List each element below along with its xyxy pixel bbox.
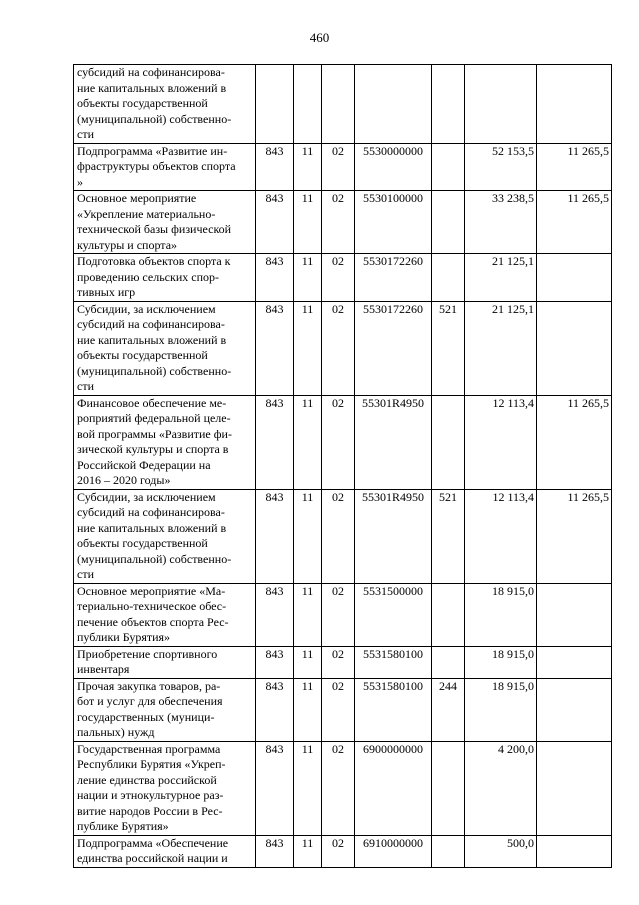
item-name-line: Субсидии, за исключением [77,489,216,504]
item-name-line: объекты государственной [77,536,208,550]
amount-cell: 12 113,4 [465,395,537,489]
table-body [74,65,612,868]
expense-type-cell [432,143,465,191]
amount-cell [537,254,612,302]
ministry-code-cell: 843 [256,254,294,302]
subsection-code-cell [322,65,355,144]
item-name-cell [74,835,256,867]
item-name-cell [74,489,256,583]
amount-cell: 11 265,5 [537,191,612,254]
item-name-cell [74,395,256,489]
section-code-cell: 11 [294,678,322,741]
target-article-cell: 55301R4950 [355,489,432,583]
target-article-cell [355,65,432,144]
item-name-line: (муниципальной) собственно- [77,111,232,126]
section-code-cell: 11 [294,646,322,678]
section-code-cell: 11 [294,835,322,867]
item-name-line: государственных (муници- [77,709,215,724]
subsection-code-cell: 02 [322,489,355,583]
amount-cell [537,301,612,395]
item-name-line: субсидий на софинансирова- [77,65,225,79]
expense-type-cell [432,835,465,867]
subsection-code-cell: 02 [322,191,355,254]
item-name-line: Республики Бурятия «Укреп- [77,757,226,771]
ministry-code-cell: 843 [256,583,294,646]
target-article-cell: 55301R4950 [355,395,432,489]
item-name-line: пальных) нужд [77,725,155,739]
item-name-line: 2016 – 2020 годы» [77,473,171,487]
amount-cell: 11 265,5 [537,143,612,191]
item-name-line: Государственная программа [77,741,221,756]
item-name-cell [74,143,256,191]
subsection-code-cell: 02 [322,143,355,191]
item-name-line: субсидий на софинансирова- [77,505,225,519]
item-name-line: инвентаря [77,662,130,676]
subsection-code-cell: 02 [322,301,355,395]
subsection-code-cell: 02 [322,741,355,835]
item-name-line: субсидий на софинансирова- [77,317,225,331]
item-name-line: бот и услуг для обеспечения [77,694,223,708]
item-name-line: териально-техническое обес- [77,599,227,613]
amount-cell [537,678,612,741]
item-name-line: Российской Федерации на [77,457,211,472]
item-name-line: (муниципальной) собственно- [77,551,232,566]
target-article-cell: 5531580100 [355,678,432,741]
page-number: 460 [309,30,330,45]
subsection-code-cell: 02 [322,254,355,302]
item-name-line: (муниципальной) собственно- [77,363,232,378]
table-row [74,191,612,254]
item-name-line: «Укрепление материально- [77,206,216,221]
item-name-line: объекты государственной [77,348,208,362]
section-code-cell [294,65,322,144]
item-name-cell [74,678,256,741]
table-row [74,646,612,678]
section-code-cell: 11 [294,741,322,835]
item-name-line: ние капитальных вложений в [77,332,227,347]
amount-cell: 18 915,0 [465,678,537,741]
amount-cell: 21 125,1 [465,254,537,302]
expense-type-cell [432,646,465,678]
target-article-cell: 5531580100 [355,646,432,678]
item-name-line: Подпрограмма «Развитие ин- [77,143,228,158]
target-article-cell: 6900000000 [355,741,432,835]
amount-cell [465,65,537,144]
target-article-cell: 5530100000 [355,191,432,254]
amount-cell [537,835,612,867]
target-article-cell: 5530172260 [355,301,432,395]
item-name-line: проведению сельских спор- [77,269,220,284]
subsection-code-cell: 02 [322,646,355,678]
section-code-cell: 11 [294,143,322,191]
amount-cell: 33 238,5 [465,191,537,254]
item-name-line: культуры и спорта» [77,237,178,252]
item-name-line: сти [77,379,94,393]
table-row [74,835,612,867]
amount-cell: 11 265,5 [537,489,612,583]
subsection-code-cell: 02 [322,395,355,489]
amount-cell: 12 113,4 [465,489,537,583]
target-article-cell: 5530172260 [355,254,432,302]
section-code-cell: 11 [294,489,322,583]
expense-type-cell [432,583,465,646]
section-code-cell: 11 [294,254,322,302]
target-article-cell: 5530000000 [355,143,432,191]
item-name-line: технической базы физической [77,222,232,236]
item-name-line: роприятий федеральной целе- [77,411,231,425]
item-name-cell [74,583,256,646]
ministry-code-cell: 843 [256,741,294,835]
target-article-cell: 5531500000 [355,583,432,646]
item-name-line: Подготовка объектов спорта к [77,254,231,268]
item-name-line: Субсидии, за исключением [77,301,216,316]
item-name-line: вой программы «Развитие фи- [77,426,232,441]
expense-type-cell [432,254,465,302]
ministry-code-cell: 843 [256,678,294,741]
amount-cell [537,646,612,678]
ministry-code-cell: 843 [256,835,294,867]
amount-cell: 21 125,1 [465,301,537,395]
expense-type-cell: 521 [432,489,465,583]
ministry-code-cell: 843 [256,646,294,678]
item-name-line: сти [77,567,94,581]
section-code-cell: 11 [294,395,322,489]
item-name-line: Прочая закупка товаров, ра- [77,678,221,693]
item-name-line: Подпрограмма «Обеспечение [77,835,229,850]
item-name-line: печение объектов спорта Рес- [77,614,229,629]
subsection-code-cell: 02 [322,678,355,741]
expense-type-cell: 521 [432,301,465,395]
table-row [74,741,612,835]
item-name-line: Финансовое обеспечение ме- [77,395,227,410]
item-name-line: » [77,174,83,189]
item-name-line: зической культуры и спорта в [77,442,229,456]
item-name-line: витие народов России в Рес- [77,803,223,818]
amount-cell [537,65,612,144]
item-name-line: объекты государственной [77,96,208,110]
table-row [74,395,612,489]
item-name-line: фраструктуры объектов спорта [77,159,236,173]
item-name-line: тивных игр [77,285,136,299]
amount-cell: 4 200,0 [465,741,537,835]
item-name-line: публике Бурятия» [77,819,169,833]
ministry-code-cell: 843 [256,301,294,395]
section-code-cell: 11 [294,191,322,254]
item-name-line: нации и этнокультурное раз- [77,788,224,802]
amount-cell [537,741,612,835]
target-article-cell: 6910000000 [355,835,432,867]
amount-cell: 18 915,0 [465,646,537,678]
expense-type-cell: 244 [432,678,465,741]
ministry-code-cell: 843 [256,395,294,489]
amount-cell: 500,0 [465,835,537,867]
expense-type-cell [432,395,465,489]
table-row [74,489,612,583]
item-name-cell [74,191,256,254]
item-name-cell [74,301,256,395]
item-name-line: Основное мероприятие «Ма- [77,583,226,598]
table-row [74,583,612,646]
item-name-cell [74,254,256,302]
table-row [74,678,612,741]
table-row [74,254,612,302]
budget-table [73,64,612,868]
amount-cell: 18 915,0 [465,583,537,646]
subsection-code-cell: 02 [322,835,355,867]
item-name-cell [74,65,256,144]
expense-type-cell [432,191,465,254]
ministry-code-cell: 843 [256,143,294,191]
item-name-cell [74,646,256,678]
section-code-cell: 11 [294,583,322,646]
amount-cell [537,583,612,646]
ministry-code-cell: 843 [256,191,294,254]
item-name-line: единства российской нации и [77,851,228,865]
ministry-code-cell [256,65,294,144]
item-name-line: Приобретение спортивного [77,646,218,661]
table-row [74,143,612,191]
item-name-line: публики Бурятия» [77,630,171,644]
item-name-line: сти [77,127,94,141]
table-row [74,65,612,144]
item-name-line: ние капитальных вложений в [77,80,227,95]
expense-type-cell [432,65,465,144]
item-name-line: Основное мероприятие [77,191,197,205]
amount-cell: 52 153,5 [465,143,537,191]
item-name-line: ление единства российской [77,772,217,787]
item-name-line: ние капитальных вложений в [77,520,227,535]
item-name-cell [74,741,256,835]
expense-type-cell [432,741,465,835]
table-row [74,301,612,395]
amount-cell: 11 265,5 [537,395,612,489]
section-code-cell: 11 [294,301,322,395]
ministry-code-cell: 843 [256,489,294,583]
subsection-code-cell: 02 [322,583,355,646]
